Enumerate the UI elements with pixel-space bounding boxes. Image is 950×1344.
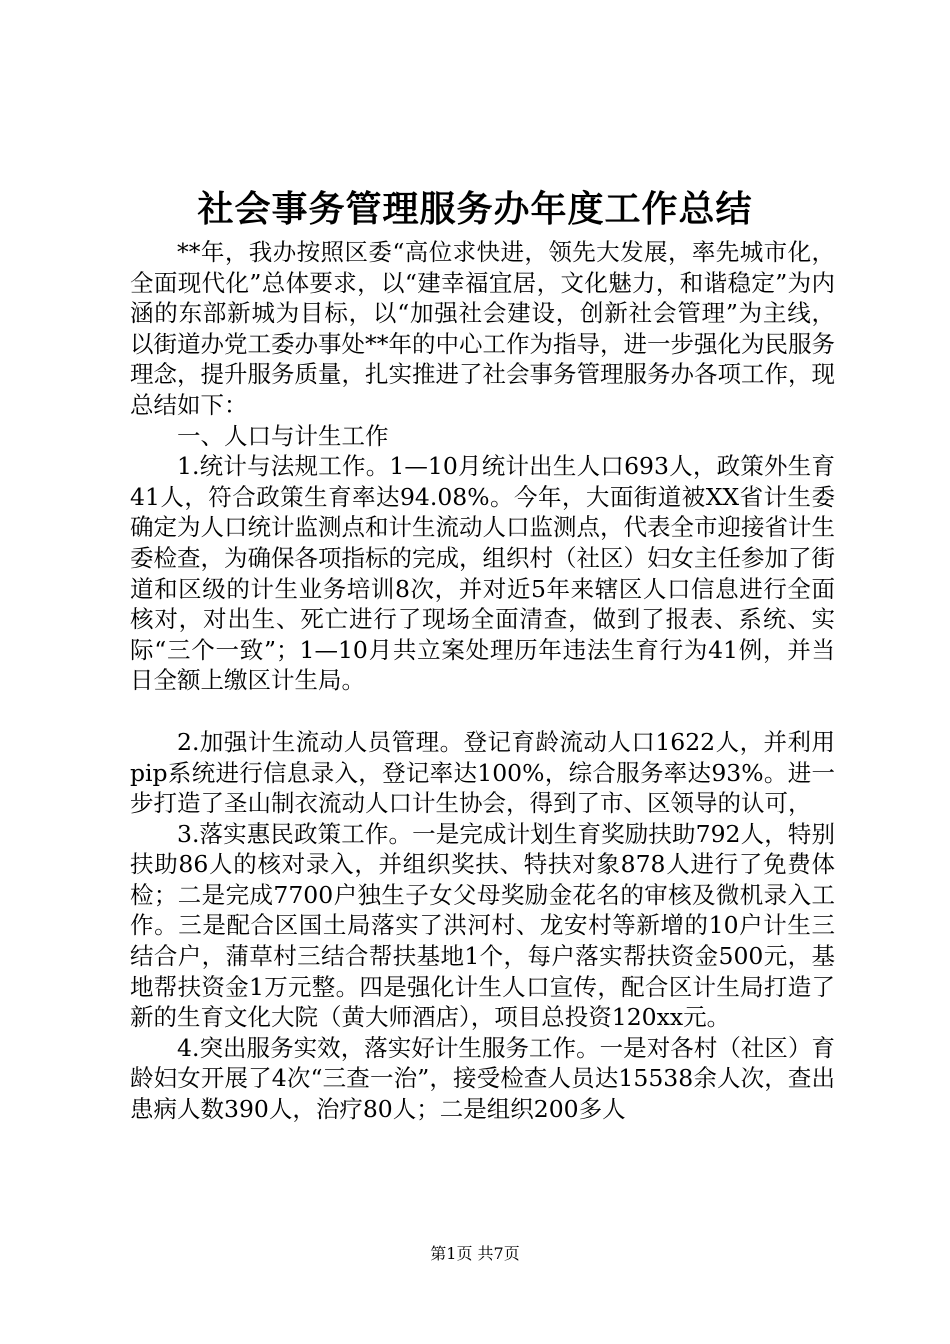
document-title: 社会事务管理服务办年度工作总结 [197, 188, 753, 230]
page-footer: 第1页 共7页 [430, 1244, 520, 1263]
document-body [130, 237, 835, 1125]
paragraph-service-work: 4.突出服务实效，落实好计生服务工作。一是对各村（社区）育龄妇女开展了4次“三查一治”，接受检查人员达15538余人次，查出患病人数390人，治疗80人；二是组织200多人 [130, 1033, 835, 1124]
section-heading: 一、人口与计生工作 [177, 421, 389, 450]
intro-paragraph: **年，我办按照区委“高位求快进，领先大发展，率先城市化，全面现代化”总体要求，以“建幸福宜居，文化魅力，和谐稳定”为内涵的东部新城为目标，以“加强社会建设，创新社会管理”为主线，以街道办党工委办事处**年的中心工作为指导，进一步强化为民服务理念，提升服务质量，扎实推进了社会事务管理服务办各项工作，现总结如下： [130, 238, 835, 419]
paragraph-benefit-policy: 3.落实惠民政策工作。一是完成计划生育奖励扶助792人，特别扶助86人的核对录入，并组织奖扶、特扶对象878人进行了免费体检；二是完成7700户独生子女父母奖励金花名的审核及微机录入工作。三是配合区国土局落实了洪河村、龙安村等新增的10户计生三结合户，蒲草村三结合帮扶基地1个，每户落实帮扶资金500元，基地帮扶资金1万元整。四是强化计生人口宣传，配合区计生局打造了新的生育文化大院（黄大师酒店），项目总投资120xx元。 [130, 819, 835, 1032]
paragraph-floating-population: 2.加强计生流动人员管理。登记育龄流动人口1622人，并利用pip系统进行信息录入，登记率达100%，综合服务率达93%。进一步打造了圣山制衣流动人口计生协会，得到了市、区领导的认可， [130, 727, 835, 818]
paragraph-statistics: 1.统计与法规工作。1—10月统计出生人口693人，政策外生育41人，符合政策生育率达94.08%。今年，大面街道被XX省计生委确定为人口统计监测点和计生流动人口监测点，代表全市迎接省计生委检查，为确保各项指标的完成，组织村（社区）妇女主任参加了街道和区级的计生业务培训8次，并对近5年来辖区人口信息进行全面核对，对出生、死亡进行了现场全面清查，做到了报表、系统、实际“三个一致”；1—10月共立案处理历年违法生育行为41例，并当日全额上缴区计生局。 [130, 452, 835, 695]
